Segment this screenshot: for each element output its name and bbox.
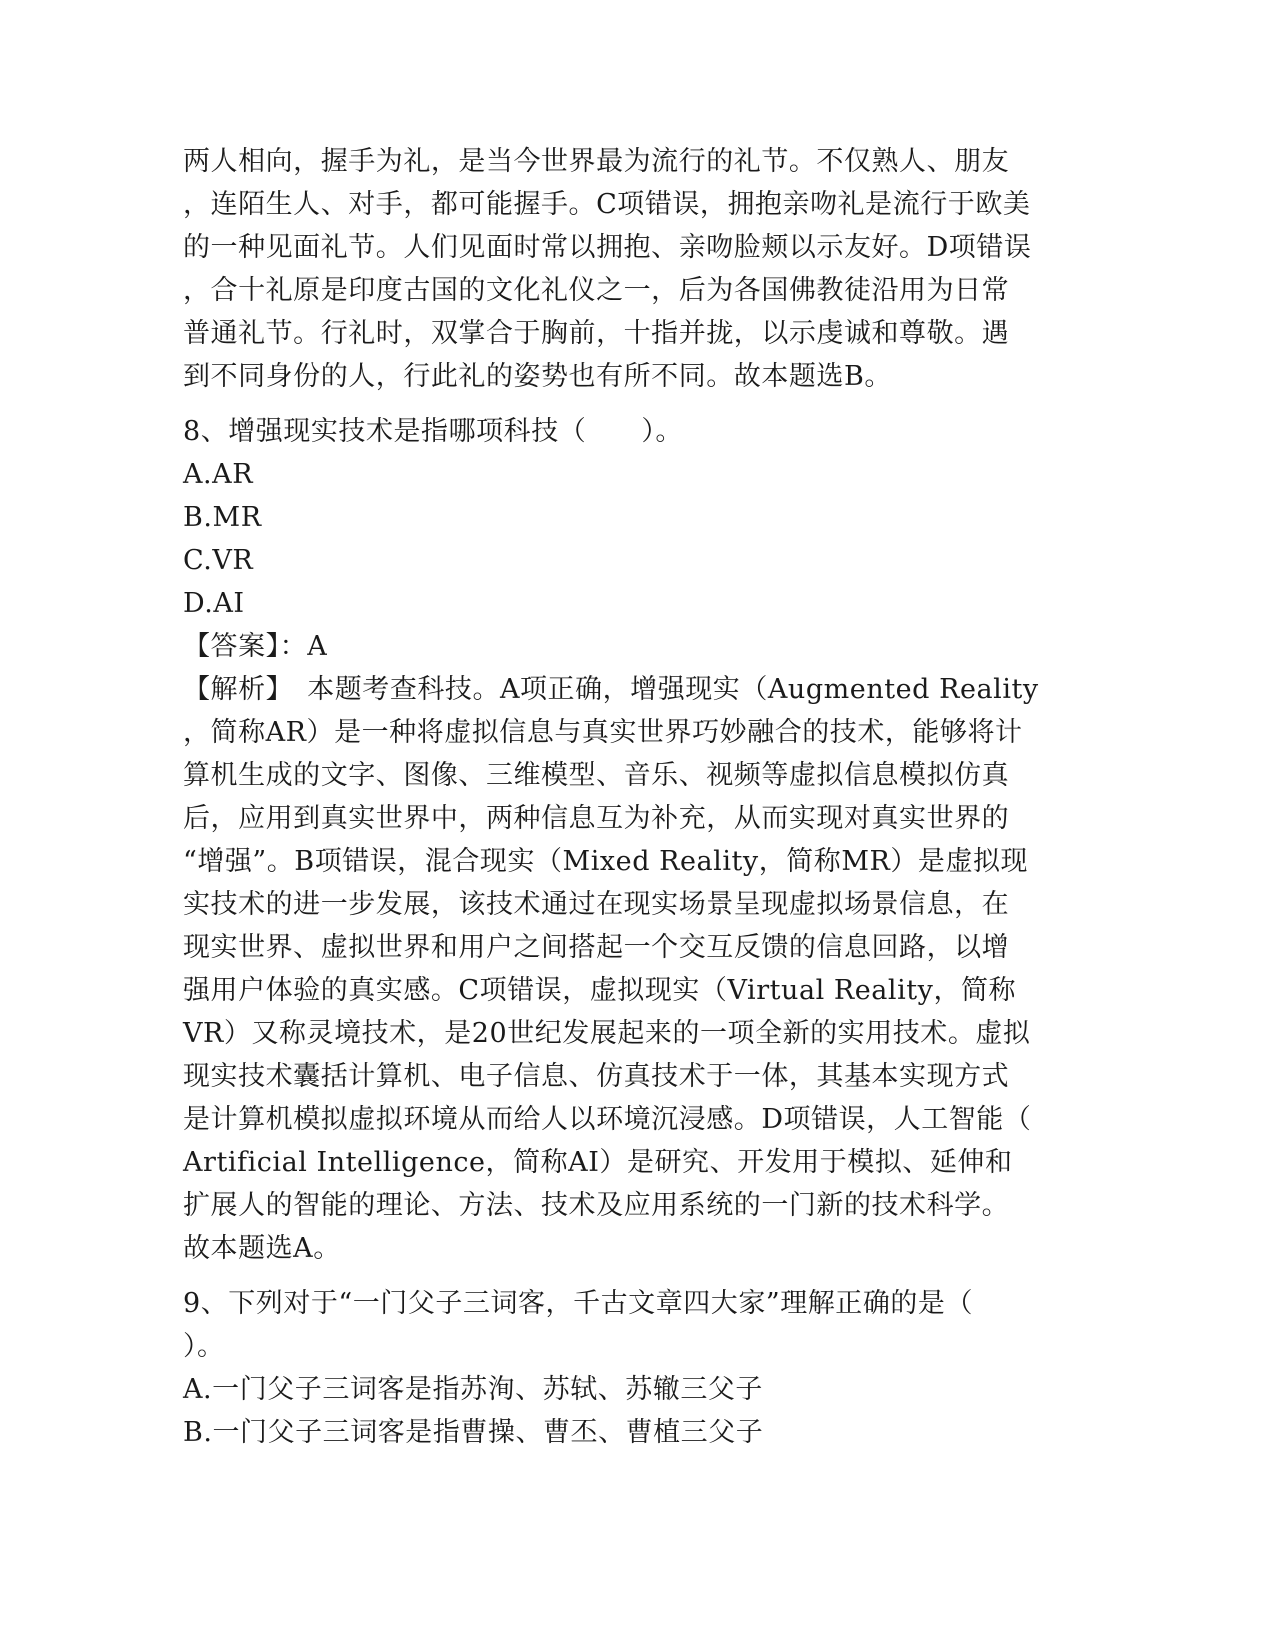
explanation-line: 的一种见面礼节。人们见面时常以拥抱、亲吻脸颊以示友好。D项错误 — [183, 232, 1032, 263]
explanation-line: 【解析】 本题考查科技。A项正确，增强现实（Augmented Reality — [183, 674, 1039, 705]
explanation-line: 故本题选A。 — [183, 1233, 341, 1264]
question-8 — [183, 410, 1083, 1270]
explanation-line: 普通礼节。行礼时，双掌合于胸前，十指并拢，以示虔诚和尊敬。遇 — [183, 318, 1010, 349]
answer: 【答案】：A — [183, 631, 328, 662]
explanation-line: 是计算机模拟虚拟环境从而给人以环境沉浸感。D项错误，人工智能（ — [183, 1104, 1032, 1135]
explanation-line: 到不同身份的人，行此礼的姿势也有所不同。故本题选B。 — [183, 361, 892, 392]
explanation-line: ，连陌生人、对手，都可能握手。C项错误，拥抱亲吻礼是流行于欧美 — [183, 189, 1031, 220]
spacer — [183, 1270, 1083, 1282]
explanation-line: ，简称AR）是一种将虚拟信息与真实世界巧妙融合的技术，能够将计 — [183, 717, 1023, 748]
explanation-line: 后，应用到真实世界中，两种信息互为补充，从而实现对真实世界的 — [183, 803, 1010, 834]
question-9 — [183, 1282, 1083, 1454]
explanation-line: 现实世界、虚拟世界和用户之间搭起一个交互反馈的信息回路，以增 — [183, 932, 1010, 963]
explanation-line: 扩展人的智能的理论、方法、技术及应用系统的一门新的技术科学。 — [183, 1190, 1010, 1221]
explanation-line: Artificial Intelligence，简称AI）是研究、开发用于模拟、延伸和 — [183, 1147, 1013, 1178]
option-b: B.MR — [183, 502, 262, 533]
explanation-line: 现实技术囊括计算机、电子信息、仿真技术于一体，其基本实现方式 — [183, 1061, 1010, 1092]
explanation-line: VR）又称灵境技术，是20世纪发展起来的一项全新的实用技术。虚拟 — [183, 1018, 1031, 1049]
page-content — [183, 140, 1083, 1454]
question-text: 8、增强现实技术是指哪项科技（ ）。 — [183, 416, 683, 447]
spacer — [183, 398, 1083, 410]
option-a: A.AR — [183, 459, 254, 490]
explanation-line: 实技术的进一步发展，该技术通过在现实场景呈现虚拟场景信息，在 — [183, 889, 1010, 920]
question-text: ）。 — [183, 1331, 225, 1362]
option-b: B.一门父子三词客是指曹操、曹丕、曹植三父子 — [183, 1417, 764, 1448]
option-c: C.VR — [183, 545, 254, 576]
question-text: 9、下列对于“一门父子三词客，千古文章四大家”理解正确的是（ — [183, 1288, 973, 1319]
explanation-line: 两人相向，握手为礼，是当今世界最为流行的礼节。不仅熟人、朋友 — [183, 146, 1010, 177]
explanation-line: 算机生成的文字、图像、三维模型、音乐、视频等虚拟信息模拟仿真 — [183, 760, 1010, 791]
explanation-line: “增强”。B项错误，混合现实（Mixed Reality，简称MR）是虚拟现 — [183, 846, 1029, 877]
explanation-line: 强用户体验的真实感。C项错误，虚拟现实（Virtual Reality，简称 — [183, 975, 1017, 1006]
option-a: A.一门父子三词客是指苏洵、苏轼、苏辙三父子 — [183, 1374, 763, 1405]
explanation-line: ，合十礼原是印度古国的文化礼仪之一，后为各国佛教徒沿用为日常 — [183, 275, 1010, 306]
option-d: D.AI — [183, 588, 245, 619]
previous-explanation — [183, 140, 1083, 398]
